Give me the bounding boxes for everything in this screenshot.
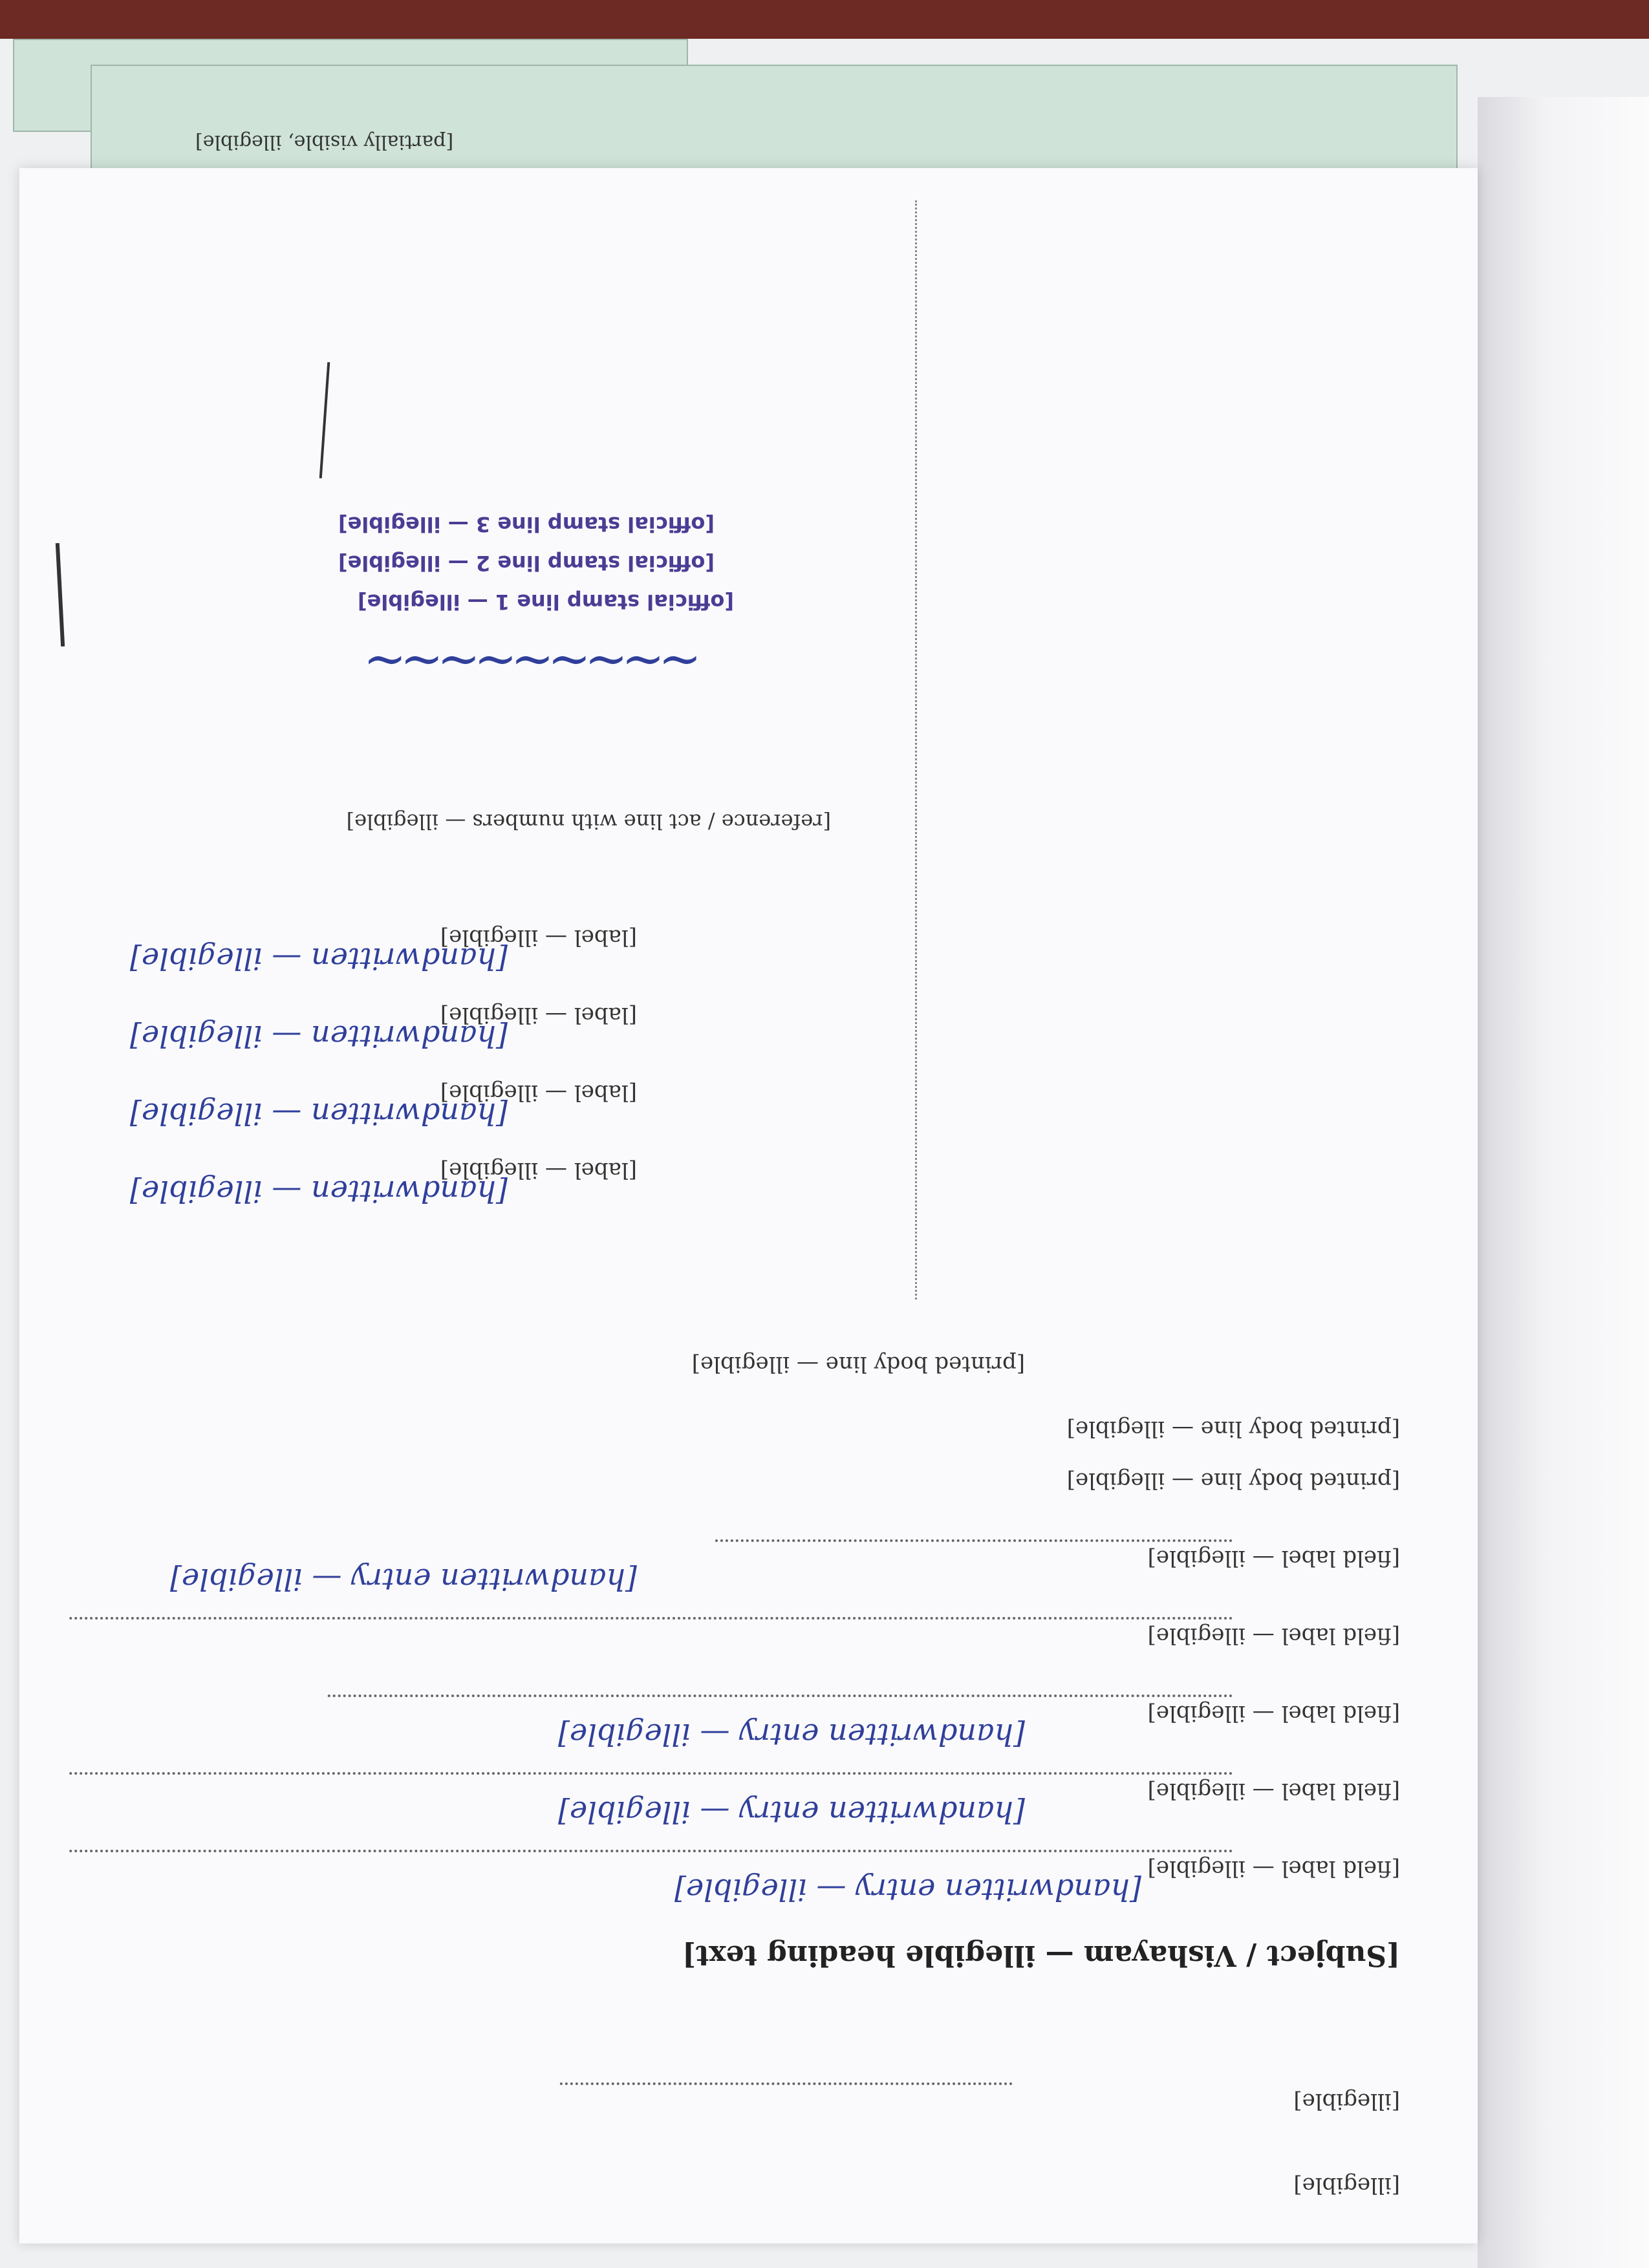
field-5-value: [handwritten entry — illegible] bbox=[170, 1562, 637, 1597]
sign-field-3-label: [label — illegible] bbox=[440, 1002, 637, 1028]
field-3-value: [handwritten entry — illegible] bbox=[558, 1717, 1025, 1752]
signature-scribble: ~~~~~~~~~ bbox=[369, 632, 702, 692]
slip-text: [partially visible, illegible] bbox=[195, 131, 454, 153]
document-content bbox=[19, 168, 1478, 2243]
field-4-line bbox=[68, 1617, 1232, 1620]
body-line-2: [printed body line — illegible] bbox=[1066, 1416, 1400, 1442]
field-2-value: [handwritten entry — illegible] bbox=[558, 1795, 1025, 1830]
subject-heading: [Subject / Vishayam — illegible heading text] bbox=[682, 1939, 1400, 1972]
field-2-label: [field label — illegible] bbox=[1147, 1778, 1400, 1804]
page-fold bbox=[1478, 97, 1649, 2268]
field-4-label: [field label — illegible] bbox=[1147, 1623, 1400, 1649]
stamp-line-1: [official stamp line 1 — illegible] bbox=[357, 590, 734, 614]
addressee-line-1: [illegible] bbox=[1293, 2172, 1400, 2198]
top-strip bbox=[0, 0, 1649, 39]
field-5-line bbox=[715, 1539, 1232, 1542]
sign-field-1-value: [handwritten — illegible] bbox=[129, 1174, 508, 1209]
field-5-label: [field label — illegible] bbox=[1147, 1545, 1400, 1571]
document-page bbox=[19, 168, 1478, 2243]
field-1-line bbox=[68, 1850, 1232, 1852]
field-3-label: [field label — illegible] bbox=[1147, 1700, 1400, 1726]
addressee-dots bbox=[559, 2082, 1012, 2085]
sign-field-2-value: [handwritten — illegible] bbox=[129, 1097, 508, 1131]
field-1-value: [handwritten entry — illegible] bbox=[674, 1872, 1141, 1907]
body-line-1: [printed body line — illegible] bbox=[1066, 1468, 1400, 1493]
sign-field-4-label: [label — illegible] bbox=[440, 925, 637, 950]
field-1-label: [field label — illegible] bbox=[1147, 1856, 1400, 1881]
sign-field-2-label: [label — illegible] bbox=[440, 1080, 637, 1106]
stamp-line-3: [official stamp line 3 — illegible] bbox=[338, 512, 715, 537]
sign-field-3-value: [handwritten — illegible] bbox=[129, 1019, 508, 1054]
reference-line: [reference / act line with numbers — illegible] bbox=[346, 809, 831, 834]
sign-field-4-value: [handwritten — illegible] bbox=[129, 941, 508, 976]
attached-slip-2 bbox=[91, 65, 1458, 177]
stamp-line-2: [official stamp line 2 — illegible] bbox=[338, 551, 715, 575]
field-2-line bbox=[68, 1772, 1232, 1775]
sign-field-1-label: [label — illegible] bbox=[440, 1157, 637, 1183]
body-line-3: [printed body line — illegible] bbox=[691, 1351, 1025, 1377]
field-3-line bbox=[327, 1695, 1232, 1697]
addressee-line-2: [illegible] bbox=[1293, 2088, 1400, 2114]
